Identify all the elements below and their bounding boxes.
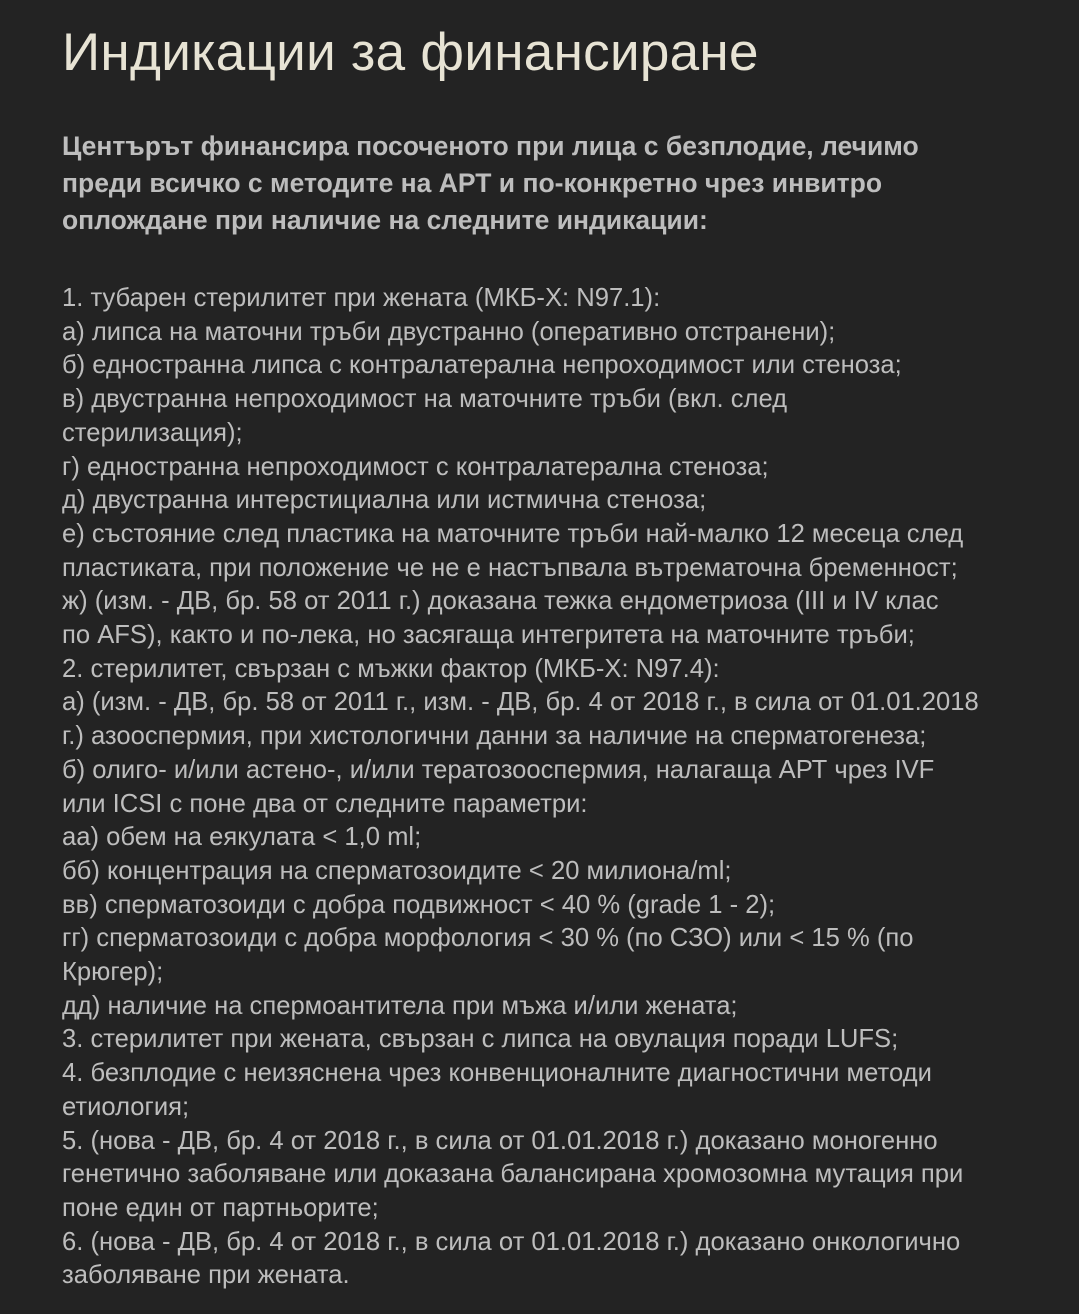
text-line: г.) азооспермия, при хистологични данни за наличие на сперматогенеза;: [62, 722, 927, 751]
intro-line: преди всичко с методите на АРТ и по-конкретно чрез инвитро: [62, 168, 883, 198]
text-line: генетично заболяване или доказана балансирана хромозомна мутация при: [62, 1160, 964, 1189]
text-line: стерилизация);: [62, 418, 243, 447]
text-line: заболяване при жената.: [62, 1261, 350, 1290]
page-title: Индикации за финансиране: [62, 23, 759, 82]
text-line: по AFS), както и по-лека, но засягаща интегритета на маточните тръби;: [62, 621, 915, 650]
indications-list: [62, 282, 979, 1293]
text-line: в) двустранна непроходимост на маточните тръби (вкл. след: [62, 385, 788, 414]
text-line: 5. (нова - ДВ, бр. 4 от 2018 г., в сила от 01.01.2018 г.) доказано моногенно: [62, 1126, 938, 1155]
text-line: бб) концентрация на сперматозоидите < 20 милиона/ml;: [62, 856, 732, 885]
text-line: б) едностранна липса с контралатерална непроходимост или стеноза;: [62, 351, 902, 380]
text-line: ж) (изм. - ДВ, бр. 58 от 2011 г.) доказана тежка ендометриоза (III и IV клас: [62, 587, 939, 616]
intro-line: Центърът финансира посоченото при лица с безплодие, лечимо: [62, 131, 919, 161]
text-line: пластиката, при положение че не е настъпвала вътрематочна бременност;: [62, 553, 958, 582]
text-line: гг) сперматозоиди с добра морфология < 30 % (по СЗО) или < 15 % (по: [62, 924, 914, 953]
text-line: д) двустранна интерстициална или истмична стеноза;: [62, 486, 707, 515]
text-line: 6. (нова - ДВ, бр. 4 от 2018 г., в сила от 01.01.2018 г.) доказано онкологично: [62, 1227, 961, 1256]
text-line: 1. тубарен стерилитет при жената (МКБ-Х: N97.1):: [62, 284, 661, 312]
text-line: 2. стерилитет, свързан с мъжки фактор (МКБ-Х: N97.4):: [62, 654, 720, 683]
text-line: е) състояние след пластика на маточните тръби най-малко 12 месеца след: [62, 519, 964, 548]
text-line: поне един от партньорите;: [62, 1193, 379, 1222]
text-line: г) едностранна непроходимост с контралатерална стеноза;: [62, 452, 769, 481]
intro-line: оплождане при наличие на следните индикации:: [62, 205, 708, 235]
text-line: 3. стерилитет при жената, свързан с липса на овулация поради LUFS;: [62, 1025, 899, 1054]
text-line: или ICSI с поне два от следните параметри:: [62, 789, 588, 818]
intro-paragraph: [62, 128, 1062, 239]
text-line: а) (изм. - ДВ, бр. 58 от 2011 г., изм. - ДВ, бр. 4 от 2018 г., в сила от 01.01.2018: [62, 688, 979, 717]
text-line: дд) наличие на спермоантитела при мъжа и/или жената;: [62, 991, 738, 1020]
text-line: 4. безплодие с неизяснена чрез конвенционалните диагностични методи: [62, 1059, 932, 1088]
text-line: етиология;: [62, 1092, 190, 1121]
text-line: а) липса на маточни тръби двустранно (оперативно отстранени);: [62, 317, 836, 346]
text-line: б) олиго- и/или астено-, и/или теpатозооспермия, налагаща АРТ чрез IVF: [62, 755, 935, 784]
text-line: Крюгер);: [62, 958, 164, 987]
text-line: вв) сперматозоиди с добра подвижност < 40 % (grade 1 - 2);: [62, 890, 776, 919]
text-line: аа) обем на еякулата < 1,0 ml;: [62, 823, 422, 852]
